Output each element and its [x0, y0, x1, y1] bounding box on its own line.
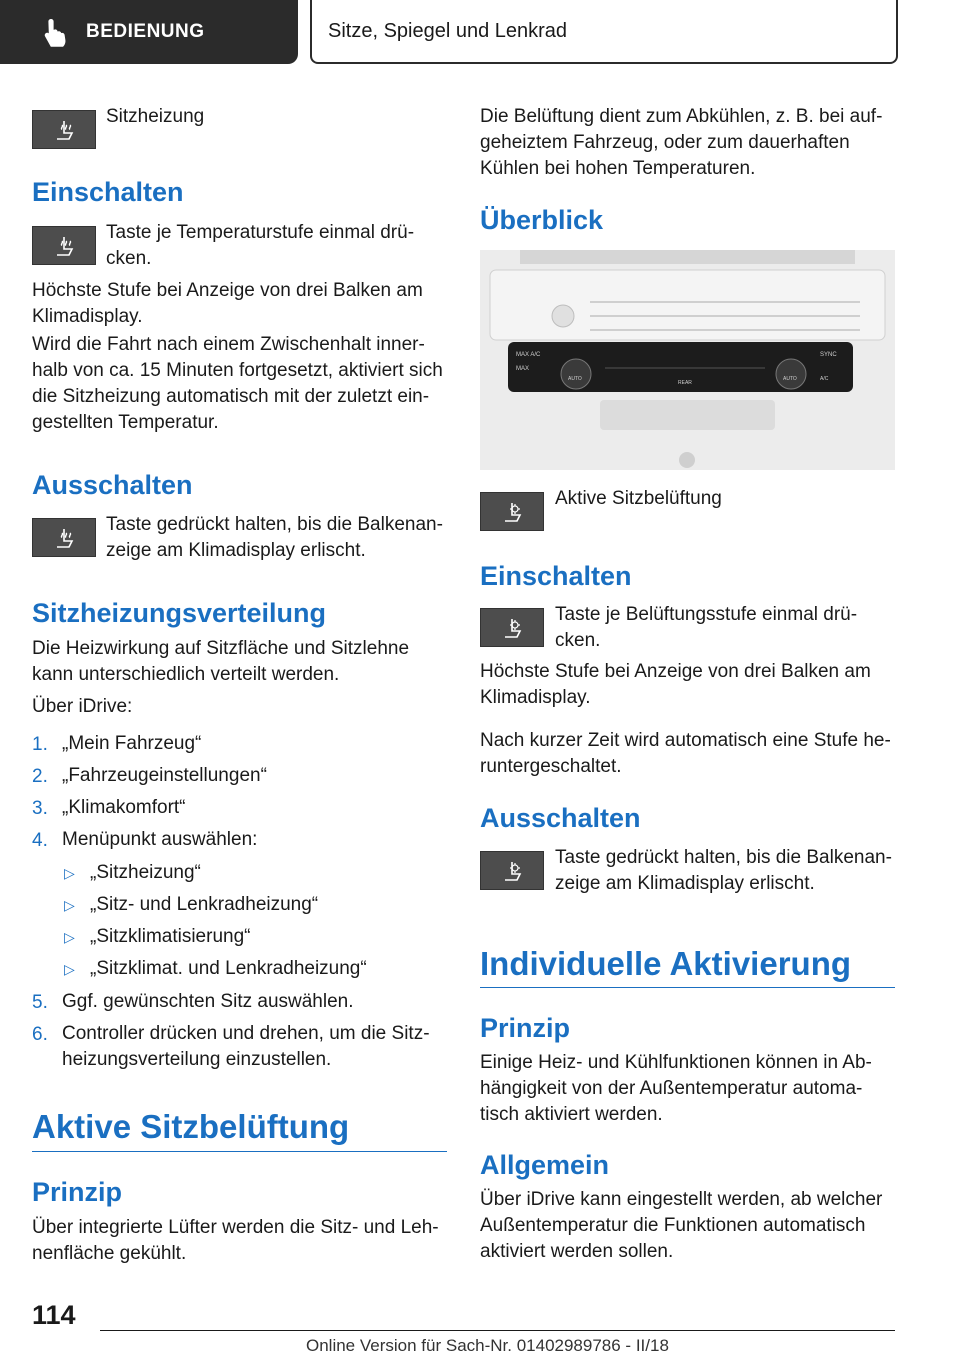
- heading-rule: [32, 1151, 447, 1152]
- step-number: 4.: [32, 830, 48, 851]
- paragraph: Höchste Stufe bei Anzeige von drei Balken am Klimadisplay.: [32, 280, 423, 327]
- seat-ventilation-button-icon: [480, 851, 544, 890]
- bullet-triangle-icon: ▷: [64, 961, 75, 977]
- bullet-triangle-icon: ▷: [64, 865, 75, 881]
- step-text: „Mein Fahrzeug“: [62, 733, 202, 754]
- hand-pointer-icon: [42, 17, 68, 47]
- chapter-heading-individuelle-aktivierung: Individuelle Aktivierung: [480, 945, 852, 982]
- step-text: Menüpunkt auswählen:: [62, 829, 258, 850]
- ac-label: A/C: [820, 376, 829, 382]
- heading-sitzheizungsverteilung: Sitzheizungsverteilung: [32, 598, 327, 628]
- paragraph: Über iDrive kann eingestellt werden, ab welcher Außentemperatur die Funktionen automatisch aktiviert werden sollen.: [480, 1189, 883, 1262]
- climate-panel-photo: [480, 250, 895, 470]
- seat-ventilation-icon: [499, 615, 525, 641]
- paragraph: Über iDrive:: [32, 696, 133, 717]
- heading-rule: [480, 987, 895, 988]
- paragraph: Taste gedrückt halten, bis die Balkenan-zeige am Klimadisplay erlischt.: [555, 847, 892, 894]
- max-label: MAX: [516, 366, 530, 372]
- seat-heating-button-icon: [32, 518, 96, 557]
- max-ac-label: MAX A/C: [516, 352, 541, 358]
- auto-left-label: AUTO: [568, 376, 582, 382]
- seat-heating-label: Sitzheizung: [106, 106, 205, 127]
- seat-heating-icon: [51, 525, 77, 551]
- paragraph: Einige Heiz- und Kühlfunktionen können in Ab-hängigkeit von der Außentemperatur automa-tisch aktiviert werden.: [480, 1052, 872, 1125]
- step-number: 3.: [32, 798, 48, 819]
- bullet-text: „Sitz- und Lenkradheizung“: [90, 894, 319, 915]
- paragraph: Taste je Belüftungsstufe einmal drü-cken.: [555, 604, 858, 651]
- seat-heating-icon: [51, 117, 77, 143]
- heading-prinzip-right: Prinzip: [480, 1013, 571, 1043]
- section-title: BEDIENUNG: [86, 21, 205, 42]
- paragraph: Über integrierte Lüfter werden die Sitz- und Leh-nenfläche gekühlt.: [32, 1217, 439, 1264]
- chapter-title: Sitze, Spiegel und Lenkrad: [328, 19, 568, 42]
- step-text: „Klimakomfort“: [62, 797, 186, 818]
- climate-control-illustration: [480, 250, 895, 470]
- footer-rule: [100, 1330, 895, 1331]
- seat-ventilation-icon: [499, 858, 525, 884]
- section-tab: [0, 0, 298, 64]
- bullet-triangle-icon: ▷: [64, 929, 75, 945]
- heading-ausschalten-left: Ausschalten: [32, 470, 193, 500]
- step-text: „Fahrzeugeinstellungen“: [62, 765, 267, 786]
- seat-heating-button-icon: [32, 110, 96, 149]
- page-number: 114: [32, 1300, 76, 1330]
- paragraph: Taste gedrückt halten, bis die Balkenan-zeige am Klimadisplay erlischt.: [106, 514, 443, 561]
- heading-ausschalten-right: Ausschalten: [480, 803, 641, 833]
- step-text: Controller drücken und drehen, um die Sitz-heizungsverteilung einzustellen.: [62, 1023, 430, 1070]
- paragraph: Die Heizwirkung auf Sitzfläche und Sitzlehne kann unterschiedlich verteilt werden.: [32, 638, 410, 685]
- paragraph: Taste je Temperaturstufe einmal drü-cken.: [106, 222, 415, 269]
- bullet-text: „Sitzklimatisierung“: [90, 926, 251, 947]
- seat-heating-icon: [51, 233, 77, 259]
- heading-einschalten-right: Einschalten: [480, 561, 632, 591]
- seat-ventilation-button-icon: [480, 608, 544, 647]
- bullet-triangle-icon: ▷: [64, 897, 75, 913]
- paragraph: Wird die Fahrt nach einem Zwischenhalt inner-halb von ca. 15 Minuten fortgesetzt, aktiviert sich die Sitzheizung automatisch mit der zuletzt ein-gestellten Temperatur.: [32, 334, 443, 433]
- chapter-heading-aktive-sitzbelueftung: Aktive Sitzbelüftung: [32, 1108, 350, 1145]
- step-number: 5.: [32, 992, 48, 1013]
- heading-prinzip-left: Prinzip: [32, 1177, 123, 1207]
- step-number: 2.: [32, 766, 48, 787]
- bullet-text: „Sitzklimat. und Lenkradheizung“: [90, 958, 367, 979]
- seat-heating-button-icon: [32, 226, 96, 265]
- footer-online-version: Online Version für Sach-Nr. 01402989786 - II/18: [306, 1336, 669, 1355]
- chapter-tab: [310, 0, 898, 64]
- paragraph: Nach kurzer Zeit wird automatisch eine Stufe he-runtergeschaltet.: [480, 730, 891, 777]
- paragraph: Die Belüftung dient zum Abkühlen, z. B. bei auf-geheiztem Fahrzeug, oder zum dauerhaften Kühlen bei hohen Temperaturen.: [480, 106, 883, 179]
- heading-ueberblick: Überblick: [480, 205, 604, 235]
- step-number: 6.: [32, 1024, 48, 1045]
- rear-label: REAR: [678, 380, 692, 386]
- bullet-text: „Sitzheizung“: [90, 862, 201, 883]
- step-number: 1.: [32, 734, 48, 755]
- seat-ventilation-label: Aktive Sitzbelüftung: [555, 488, 722, 509]
- seat-ventilation-icon: [499, 499, 525, 525]
- step-text: Ggf. gewünschten Sitz auswählen.: [62, 991, 354, 1012]
- heading-einschalten-left: Einschalten: [32, 177, 184, 207]
- seat-ventilation-button-icon: [480, 492, 544, 531]
- auto-right-label: AUTO: [783, 376, 797, 382]
- sync-label: SYNC: [820, 352, 837, 358]
- heading-allgemein: Allgemein: [480, 1150, 610, 1180]
- paragraph: Höchste Stufe bei Anzeige von drei Balken am Klimadisplay.: [480, 661, 871, 708]
